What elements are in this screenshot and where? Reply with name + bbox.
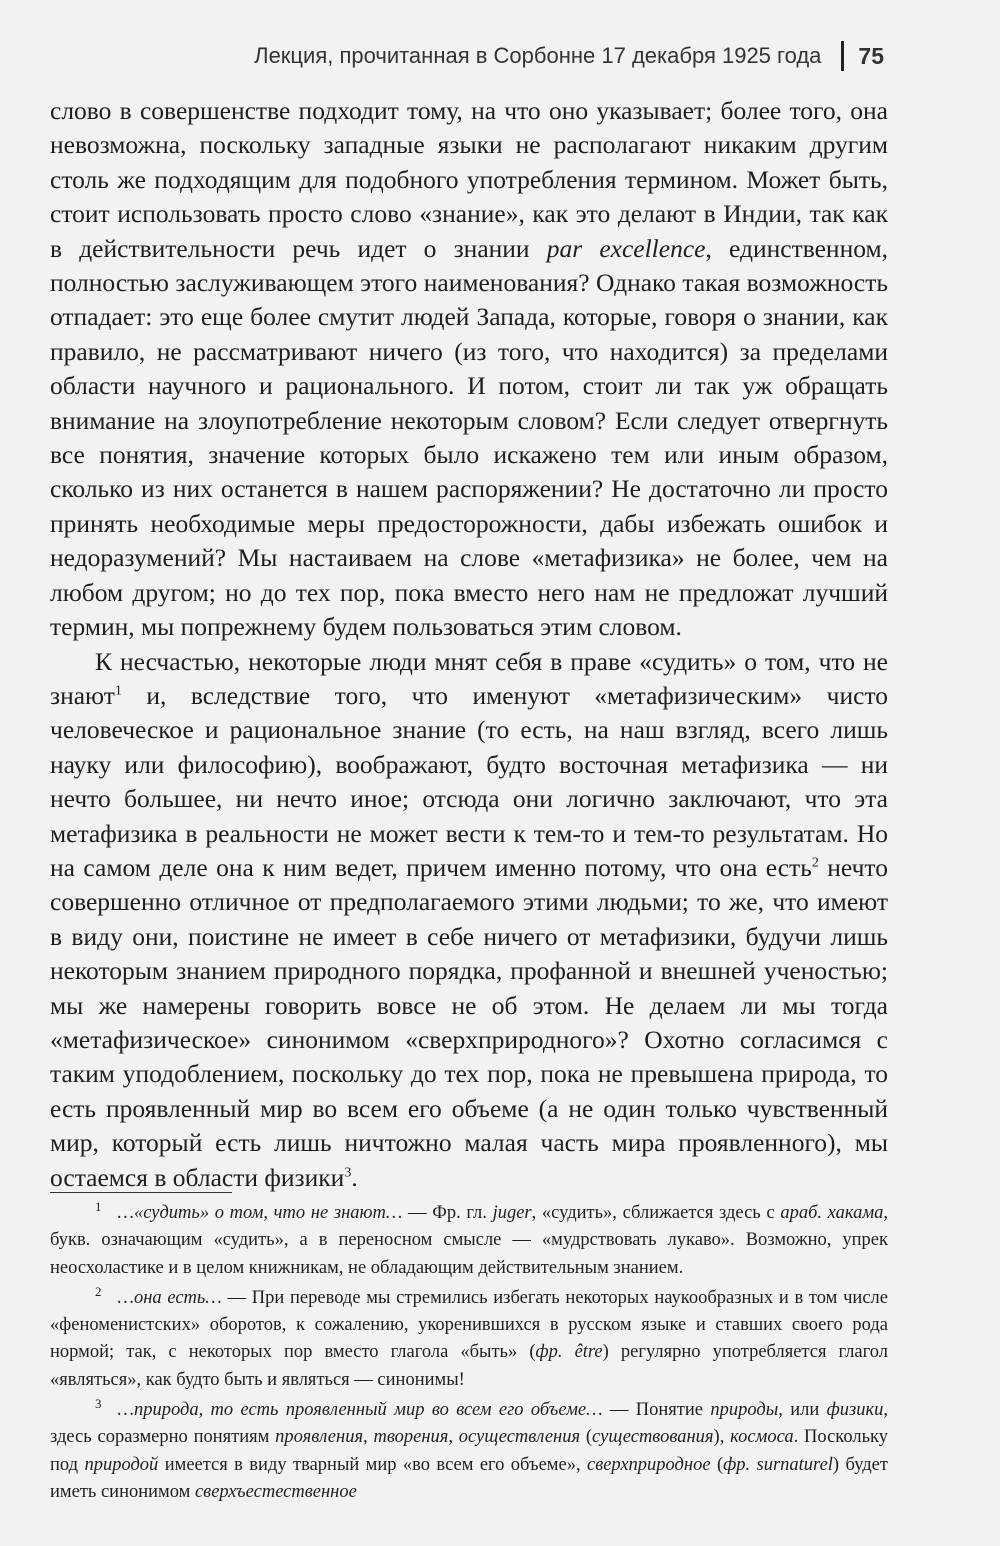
- footnote-3-italic-c: проявления, творения, осуществления: [275, 1427, 581, 1448]
- paragraph-2-text-b: и, вследствие того, что именуют «метафизическим» чисто человеческое и рациональное знание (то есть, на наш взгляд, всего лишь науку или философию), воображают, будто восточная метафизика — ни нечто большее, ни нечто иное; отсюда они логично заключают, что эта метафизика в реальности не может вести к тем-то и тем-то результатам. Но на самом деле она к ним ведет, причем именно потому, что она есть: [50, 680, 888, 882]
- footnote-3: [50, 1397, 888, 1506]
- footnote-1-lemma: …«судить» о том, что не знают…: [117, 1203, 403, 1223]
- footnote-1-text-a: — Фр. гл.: [402, 1203, 493, 1223]
- paragraph-1-italic: par excellence: [546, 233, 706, 263]
- footnote-3-italic-e: космоса: [730, 1427, 794, 1448]
- footnotes: [50, 1200, 888, 1509]
- footnote-3-lemma: …природа, то есть проявленный мир во всем его объеме…: [117, 1400, 603, 1421]
- footnote-2-lemma: …она есть…: [117, 1287, 222, 1308]
- footnote-3-italic-d: существования: [592, 1427, 714, 1448]
- footnote-separator: [50, 1192, 232, 1193]
- footnote-1-text-b: , «судить», сближается здесь с: [531, 1203, 781, 1223]
- footnote-3-italic-h: фр. surnaturel: [723, 1454, 833, 1475]
- paragraph-2-text-d: .: [351, 1162, 358, 1192]
- paragraph-1-text-a: слово в совершенстве подходит тому, на что оно указывает; более того, она невозможна, поскольку западные языки не располагают никаким другим столь же подходящим для подобного употребления термином. Может быть, стоит использовать просто слово «знание», как это делают в Индии, так как в действительности речь идет о знании: [50, 96, 888, 263]
- footnote-2-italic-a: фр. être: [535, 1342, 603, 1363]
- footnote-3-number: 3: [95, 1395, 102, 1411]
- footnote-ref-3: 3: [344, 1165, 352, 1181]
- footnote-1: [50, 1200, 888, 1282]
- footnote-3-text-g: имеется в виду тварный мир «во всем его объеме»,: [158, 1454, 587, 1475]
- footnote-3-italic-b: физики: [826, 1400, 884, 1421]
- footnote-2-number: 2: [95, 1283, 102, 1299]
- footnote-3-italic-i: сверхъестественное: [194, 1481, 357, 1502]
- main-text: [50, 94, 888, 1195]
- footnote-3-text-c: , здесь соразмерно понятиям: [50, 1400, 888, 1448]
- paragraph-2: [50, 645, 888, 1196]
- footnote-3-text-e: ),: [713, 1427, 731, 1448]
- footnote-3-text-b: , или: [778, 1400, 827, 1421]
- footnote-3-italic-g: сверхприродное: [586, 1454, 711, 1475]
- footnote-1-italic-b: араб. хакама: [780, 1203, 884, 1223]
- footnote-1-text-c: , букв. означающим «судить», а в переносном смысле — «мудрствовать лукаво». Возможно, упрек неосхоластике и в целом книжникам, не обладающим действительным знанием.: [50, 1203, 889, 1278]
- paragraph-1-text-b: , единственном, полностью заслуживающем этого наименования? Однако такая возможность отпадает: это еще более смутит людей Запада, которые, говоря о знании, как правило, не рассматривают ничего (из того, что находится) за пределами области научного и рационального. И потом, стоит ли так уж обращать внимание на злоупотребление некоторым словом? Если следует отвергнуть все понятия, значение которых было искажено тем или иным образом, сколько из них останется в нашем распоряжении? Не достаточно ли просто принять необходимые меры предосторожности, дабы избежать ошибок и недоразумений? Мы настаиваем на слове «метафизика» не более, чем на любом другом; но до тех пор, пока вместо него нам не предложат лучший термин, мы попрежнему будем пользоваться этим словом.: [50, 233, 888, 642]
- running-title: Лекция, прочитанная в Сорбонне 17 декабря 1925 года: [254, 43, 822, 68]
- footnote-2-text-a: — При переводе мы стремились избегать некоторых наукообразных и в том числе «феноменистских» оборотов, к сожалению, укоренившихся в русском языке и ставших своего рода нормой; так, с некоторых пор вместо глагола «быть» (: [50, 1287, 888, 1363]
- footnote-3-italic-a: природы: [710, 1400, 779, 1421]
- footnote-1-number: 1: [95, 1198, 102, 1214]
- footnote-ref-1: 1: [114, 683, 122, 699]
- footnote-ref-2: 2: [811, 855, 819, 871]
- footnote-3-text-a: — Понятие: [602, 1400, 711, 1421]
- running-header: [0, 36, 884, 76]
- footnote-2-text-b: ) регулярно употребляется глагол «являться», как будто быть и являться — синонимы!: [50, 1342, 889, 1390]
- footnote-1-italic-a: juger: [492, 1203, 532, 1223]
- footnote-2: [50, 1285, 888, 1394]
- footnote-3-italic-f: природой: [84, 1454, 159, 1475]
- paragraph-2-text-c: нечто совершенно отличное от предполагаемого этими людьми; то же, что имеют в виду они, поистине не имеет в себе ничего от метафизики, будучи лишь некоторым знанием природного порядка, профанной и внешней ученостью; мы же намерены говорить вовсе не об этом. Не делаем ли мы тогда «метафизическое» синонимом «сверхприродного»? Охотно согласимся с таким уподоблением, поскольку до тех пор, пока не превышена природа, то есть проявленный мир во всем его объеме (а не один только чувственный мир, который есть лишь ничтожно малая часть мира проявленного), мы остаемся в области физики: [50, 852, 888, 1192]
- footnote-3-text-i: ) будет иметь синонимом: [50, 1454, 888, 1502]
- header-divider: [841, 41, 844, 71]
- footnote-3-text-d: (: [580, 1427, 593, 1448]
- footnote-3-text-h: (: [710, 1454, 724, 1475]
- footnote-3-text-f: . Поскольку под: [50, 1427, 888, 1475]
- page-number: 75: [858, 42, 884, 69]
- paragraph-2-text-a: К несчастью, некоторые люди мнят себя в праве «судить» о том, что не знают: [50, 646, 888, 710]
- paragraph-1: [50, 94, 888, 645]
